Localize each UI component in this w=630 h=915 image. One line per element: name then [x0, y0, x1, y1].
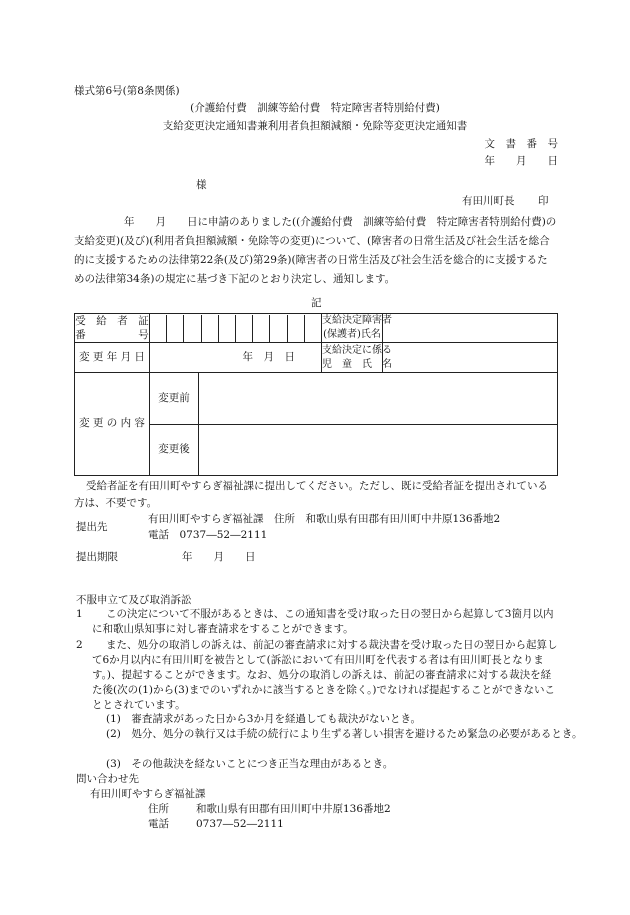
- appeal-item-2-number: 2: [76, 639, 83, 651]
- destination-line-1: 有田川町やすらぎ福祉課 住所 和歌山県有田郡有田川町中井原136番地2: [148, 513, 501, 525]
- issuer-name: 有田川町長: [462, 195, 515, 207]
- digit-box[interactable]: [252, 315, 269, 342]
- appeal-item-2: また、処分の取消しの訴えは、前記の審査請求に対する裁決書を受け取った日の翌日から起算して6か月以内に有田川町を被告として(訴訟において有田川町を代表する者は有田川町長となります。)、提起することができます。なお、処分の取消しの訴えは、前記の審査請求に対する裁決を経た後(次の(1)から(3)までのいずれかに該当するときを除く。)でなければ提起することができないこととされています。: [92, 639, 558, 711]
- change-content-label: 変 更 の 内 容: [75, 373, 150, 476]
- destination-label: 提出先: [76, 521, 108, 533]
- contact-heading: 問い合わせ先: [76, 773, 139, 785]
- ki-label: 記: [311, 297, 322, 309]
- digit-box[interactable]: [269, 315, 286, 342]
- digit-box[interactable]: [235, 315, 252, 342]
- recipient-number-boxes[interactable]: [150, 314, 322, 343]
- appeal-item-1-number: 1: [76, 608, 83, 620]
- guardian-name-field[interactable]: [383, 314, 558, 343]
- form-number: 様式第6号(第8条関係): [74, 85, 180, 97]
- issue-date: 年 月 日: [484, 155, 558, 167]
- child-name-label: 支給決定に係る 児 童 氏 名: [322, 343, 383, 373]
- before-label: 変更前: [150, 373, 199, 425]
- document-subtitle: (介護給付費 訓練等給付費 特定障害者特別給付費): [190, 102, 440, 114]
- appeal-sub-1: (1) 審査請求があった日から3か月を経過しても裁決がないとき。: [106, 713, 422, 725]
- before-field[interactable]: [199, 373, 558, 425]
- after-field[interactable]: [199, 425, 558, 476]
- guardian-name-label: 支給決定障害者 (保護者)氏名: [322, 314, 383, 343]
- destination-phone: 電話 0737―52―2111: [148, 529, 268, 541]
- decision-table: [74, 313, 558, 476]
- change-date-label: 変 更 年 月 日: [75, 343, 150, 373]
- appeal-sub-2: (2) 処分、処分の執行又は手続の続行により生ずる著しい損害を避けるため緊急の必要があるとき。: [106, 728, 583, 740]
- submission-note: 受給者証を有田川町やすらぎ福祉課に提出してください。ただし、既に受給者証を提出されている方は、不要です。: [74, 480, 548, 509]
- contact-department: 有田川町やすらぎ福祉課: [90, 788, 206, 800]
- document-title: 支給変更決定通知書兼利用者負担額減額・免除等変更決定通知書: [162, 120, 468, 132]
- after-label: 変更後: [150, 425, 199, 476]
- intro-paragraph: 年 月 日に申請のありました((介護給付費 訓練等給付費 特定障害者特別給付費)の支給変更)(及び)(利用者負担額減額・免除等の変更)について、(障害者の日常生活及び社会生活を総合的に支援するための法律第22条(及び)第29条)(障害者の日常生活及び社会生活を総合的に支援するための法律第34条)の規定に基づき下記のとおり決定し、通知します。: [74, 216, 557, 285]
- change-date-value[interactable]: 年 月 日: [150, 343, 322, 373]
- digit-box[interactable]: [304, 315, 321, 342]
- child-name-field[interactable]: [383, 343, 558, 373]
- recipient-number-label: 受 給 者 証 番 号: [75, 315, 149, 341]
- contact-address: 和歌山県有田郡有田川町中井原136番地2: [196, 803, 391, 815]
- digit-box[interactable]: [183, 315, 200, 342]
- deadline-label: 提出期限: [76, 551, 118, 563]
- contact-address-label: 住所: [148, 803, 169, 815]
- digit-box[interactable]: [201, 315, 218, 342]
- seal-mark: 印: [538, 195, 549, 207]
- contact-phone-label: 電話: [148, 818, 169, 830]
- appeal-sub-3: (3) その他裁決を経ないことにつき正当な理由があるとき。: [106, 758, 394, 770]
- deadline-value: 年 月 日: [182, 551, 256, 563]
- digit-box[interactable]: [166, 315, 183, 342]
- digit-box[interactable]: [287, 315, 304, 342]
- digit-box[interactable]: [150, 315, 166, 342]
- document-number-label: 文 書 番 号: [484, 138, 558, 150]
- contact-phone: 0737―52―2111: [196, 818, 284, 830]
- appeal-item-1: この決定について不服があるときは、この通知書を受け取った日の翌日から起算して3箇月以内に和歌山県知事に対し審査請求をすることができます。: [92, 608, 554, 635]
- appeal-heading: 不服申立て及び取消訴訟: [76, 594, 192, 606]
- digit-box[interactable]: [218, 315, 235, 342]
- addressee-suffix: 様: [196, 179, 207, 191]
